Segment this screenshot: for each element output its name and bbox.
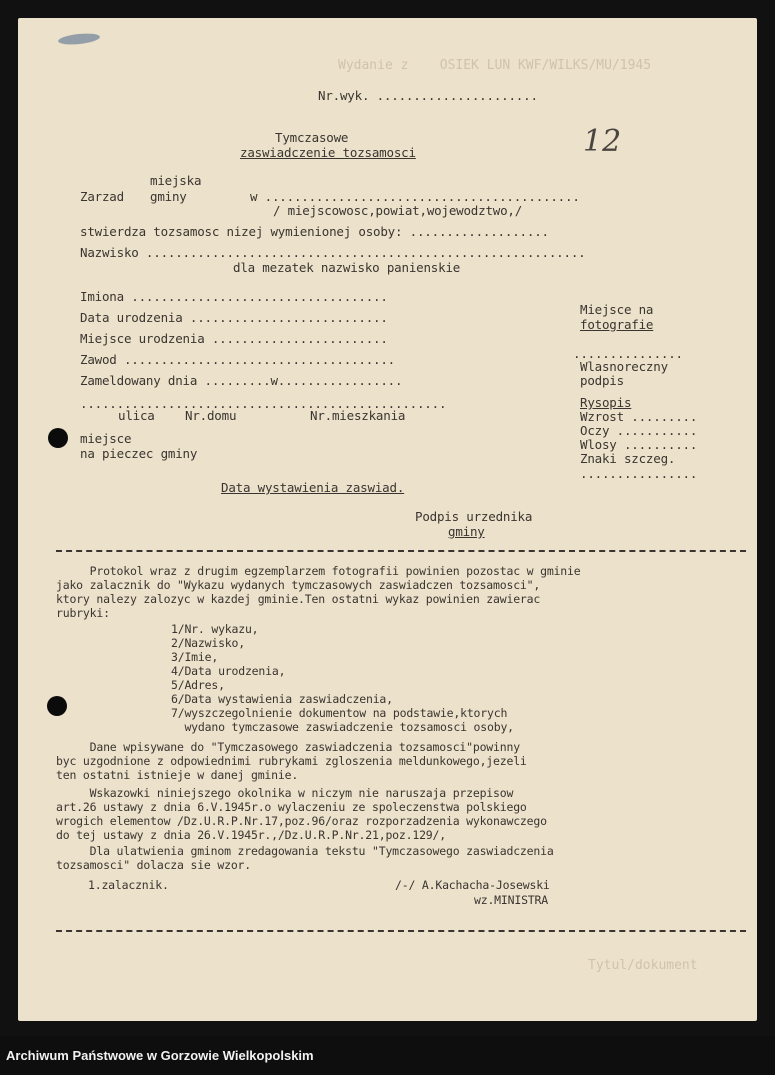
paragraph-1-line-3: ktory nalezy zalozyc w kazdej gminie.Ten ostatni wykaz powinien zawierac (56, 592, 541, 606)
handwritten-number: 12 (583, 124, 622, 159)
imiona-field: Imiona ................................... (80, 289, 388, 304)
separator-bottom (56, 930, 746, 932)
minister-signature: /-/ A.Kachacha-Josewski (395, 878, 550, 892)
nr-wyk-field: Nr.wyk. ...................... (318, 88, 538, 103)
gminy-signature-label: gminy (448, 524, 485, 539)
zameldowany-field: Zameldowany dnia .........w................. (80, 373, 403, 388)
zawod-field: Zawod ..................................... (80, 352, 396, 367)
paragraph-1-line-1: Protokol wraz z drugim egzemplarzem fotografii powinien pozostac w gminie (56, 564, 581, 578)
data-wystawienia-label: Data wystawienia zaswiad. (221, 480, 405, 495)
paragraph-4-line-2: tozsamosci" dolacza sie wzor. (56, 858, 251, 872)
signature-dots: ............... (573, 346, 683, 361)
nazwisko-hint: dla mezatek nazwisko panienskie (233, 260, 461, 275)
data-urodzenia-field: Data urodzenia ........................... (80, 310, 388, 325)
separator-top (56, 550, 746, 552)
paragraph-1-line-2: jako zalacznik do "Wykazu wydanych tymczasowych zaswiadczen tozsamosci", (56, 578, 541, 592)
paragraph-3-line-3: wrogich elementow /Dz.U.R.P.Nr.17,poz.96/oraz rozporzadzenia wykonawczego (56, 814, 547, 828)
place-field: w ........................................... (250, 189, 580, 204)
list-item: wydano tymczasowe zaswiadczenie tozsamosci osoby, (171, 720, 514, 734)
zarzad-label: Zarzad (80, 189, 124, 204)
wlasnoreczny-label: Wlasnoreczny (580, 359, 668, 374)
oczy-field: Oczy ........... (580, 423, 698, 438)
paragraph-4-line-1: Dla ulatwienia gminom zredagowania tekstu "Tymczasowego zaswiadczenia (56, 844, 554, 858)
gminy-label: gminy (150, 189, 187, 204)
ulica-label: ulica (118, 408, 155, 423)
miejsce-urodzenia-field: Miejsce urodzenia ........................ (80, 331, 388, 346)
znaki-dots: ................ (580, 466, 698, 481)
archive-name: Archiwum Państwowe w Gorzowie Wielkopolskim (6, 1048, 314, 1063)
list-item: 7/wyszczegolnienie dokumentow na podstawie,ktorych (171, 706, 508, 720)
zalacznik-label: 1.zalacznik. (88, 878, 169, 892)
paragraph-3-line-1: Wskazowki niniejszego okolnika w niczym nie naruszaja przepisow (56, 786, 514, 800)
title-line-2: zaswiadczenie tozsamosci (240, 145, 416, 160)
rysopis-label: Rysopis (580, 395, 632, 410)
list-item: 5/Adres, (171, 678, 225, 692)
list-item: 2/Nazwisko, (171, 636, 245, 650)
fotografie-label: fotografie (580, 317, 654, 332)
nr-domu-label: Nr.domu (185, 408, 237, 423)
list-item: 1/Nr. wykazu, (171, 622, 259, 636)
nazwisko-field: Nazwisko ............................................................ (80, 245, 586, 260)
place-hint: / miejscowosc,powiat,wojewodztwo,/ (273, 203, 523, 218)
paragraph-2-line-2: byc uzgodnione z odpowiednimi rubrykami zgloszenia meldunkowego,jezeli (56, 754, 527, 768)
list-item: 6/Data wystawienia zaswiadczenia, (171, 692, 393, 706)
minister-title: wz.MINISTRA (474, 893, 548, 907)
stwierdza-line: stwierdza tozsamosc nizej wymienionej osoby: ................... (80, 224, 549, 239)
miejsce-na-label: Miejsce na (580, 302, 654, 317)
znaki-label: Znaki szczeg. (580, 451, 676, 466)
address-dots: .................................................. (80, 396, 447, 411)
wzrost-field: Wzrost ......... (580, 409, 698, 424)
bleed-through-text-top: Wydanie z OSIEK LUN KWF/WILKS/MU/1945 (338, 58, 652, 73)
archive-footer-bar (0, 1036, 775, 1075)
paragraph-1-line-4: rubryki: (56, 606, 110, 620)
list-item: 4/Data urodzenia, (171, 664, 286, 678)
bleed-through-text-bottom: Tytul/dokument (588, 958, 698, 973)
paragraph-3-line-4: do tej ustawy z dnia 26.V.1945r.,/Dz.U.R.P.Nr.21,poz.129/, (56, 828, 446, 842)
nr-mieszkania-label: Nr.mieszkania (310, 408, 406, 423)
podpis-label: podpis (580, 373, 624, 388)
title-line-1: Tymczasowe (275, 130, 349, 145)
ink-smudge (58, 32, 101, 46)
podpis-urzednika-label: Podpis urzednika (415, 509, 533, 524)
paragraph-2-line-3: ten ostatni istnieje w danej gminie. (56, 768, 299, 782)
pieczec-label: na pieczec gminy (80, 446, 198, 461)
paragraph-3-line-2: art.26 ustawy z dnia 6.V.1945r.o wylaczeniu ze spoleczenstwa polskiego (56, 800, 527, 814)
wlosy-field: Wlosy .......... (580, 437, 698, 452)
punch-hole-top (48, 428, 68, 448)
document-page (18, 18, 757, 1021)
paragraph-2-line-1: Dane wpisywane do "Tymczasowego zaswiadczenia tozsamosci"powinny (56, 740, 520, 754)
punch-hole-bottom (47, 696, 67, 716)
miejska-label: miejska (150, 173, 202, 188)
miejsce-label: miejsce (80, 431, 132, 446)
list-item: 3/Imie, (171, 650, 219, 664)
